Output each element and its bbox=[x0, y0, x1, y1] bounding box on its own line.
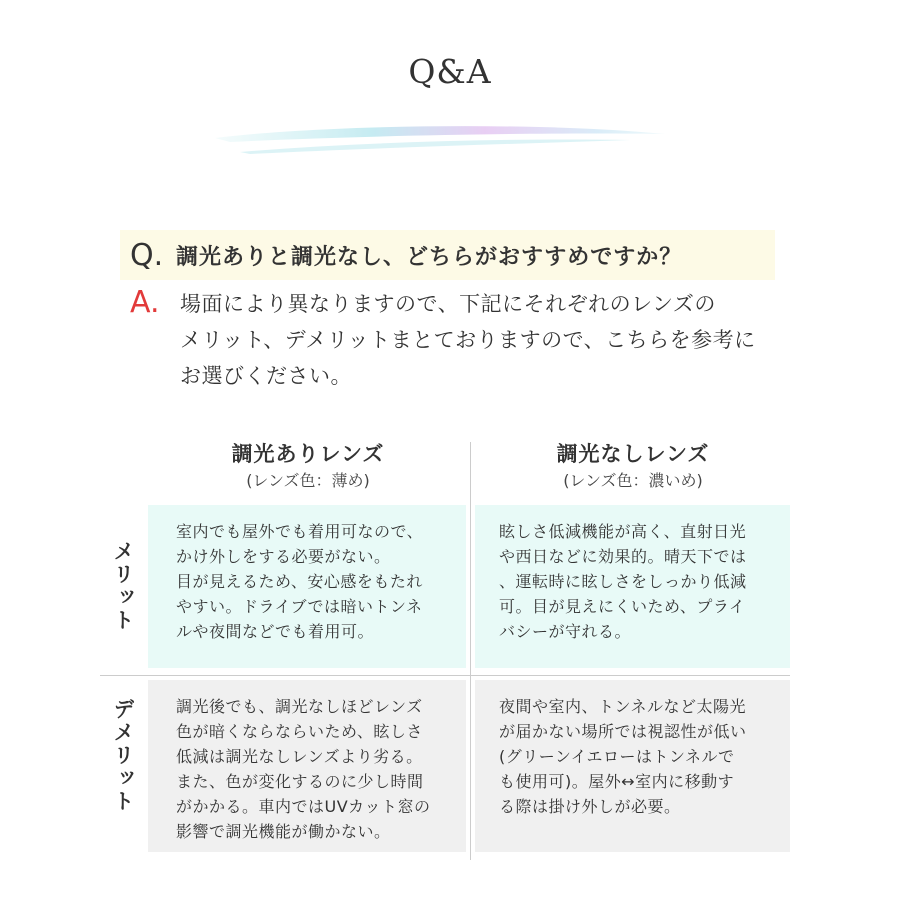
column-subtitle: (レンズ色：濃いめ) bbox=[563, 471, 703, 490]
column-subtitle: (レンズ色：薄め) bbox=[246, 471, 370, 490]
answer-line: 場面により異なりますので、下記にそれぞれのレンズの bbox=[180, 292, 716, 316]
comparison-table bbox=[100, 440, 790, 860]
row-label-demerit: デメリット bbox=[111, 698, 135, 813]
column-title: 調光なしレンズ bbox=[556, 442, 710, 466]
vertical-divider bbox=[470, 442, 471, 860]
cell-line: 目が見えるため、安心感をもたれ bbox=[176, 572, 423, 591]
answer-mark: A. bbox=[130, 285, 160, 320]
column-header-no-dimming bbox=[473, 440, 793, 494]
cell-line: ルや夜間などでも着用可。 bbox=[176, 622, 375, 641]
demerit-cell-no-dimming bbox=[475, 680, 790, 852]
cell-line: 、運転時に眩しさをしっかり低減 bbox=[499, 572, 747, 591]
column-header-dimming bbox=[148, 440, 468, 494]
cell-line: やすい。ドライブでは暗いトンネ bbox=[176, 597, 423, 616]
decorative-brush-stroke bbox=[210, 118, 670, 158]
answer-row bbox=[120, 286, 775, 394]
cell-line: 室内でも屋外でも着用可なので、 bbox=[176, 522, 424, 541]
cell-line: も使用可)。屋外↔室内に移動す bbox=[499, 772, 735, 791]
cell-line: 低減は調光なしレンズより劣る。 bbox=[176, 747, 423, 766]
cell-line: や西日などに効果的。晴天下では bbox=[499, 547, 747, 566]
cell-line: (グリーンイエローはトンネルで bbox=[499, 747, 735, 766]
row-label-merit: メリット bbox=[111, 540, 135, 632]
column-title: 調光ありレンズ bbox=[231, 442, 385, 466]
cell-line: 影響で調光機能が働かない。 bbox=[176, 822, 391, 841]
cell-line: 夜間や室内、トンネルなど太陽光 bbox=[499, 697, 747, 716]
cell-line: また、色が変化するのに少し時間 bbox=[176, 772, 424, 791]
cell-line: 眩しさ低減機能が高く、直射日光 bbox=[499, 522, 747, 541]
horizontal-divider bbox=[100, 675, 790, 676]
answer-text bbox=[180, 286, 756, 394]
demerit-cell-dimming bbox=[148, 680, 466, 852]
cell-line: かけ外しをする必要がない。 bbox=[176, 547, 391, 566]
cell-line: 調光後でも、調光なしほどレンズ bbox=[176, 697, 423, 716]
answer-line: お選びください。 bbox=[180, 364, 352, 388]
page-title: Q&A bbox=[408, 52, 492, 91]
question-text: 調光ありと調光なし、どちらがおすすめですか？ bbox=[176, 244, 683, 270]
answer-line: メリット、デメリットまとておりますので、こちらを参考に bbox=[180, 328, 756, 352]
merit-cell-no-dimming bbox=[475, 505, 790, 668]
cell-line: が届かない場所では視認性が低い bbox=[499, 722, 747, 741]
cell-line: る際は掛け外しが必要。 bbox=[499, 797, 681, 816]
cell-line: 色が暗くならならいため、眩しさ bbox=[176, 722, 423, 741]
cell-line: がかかる。車内ではUVカット窓の bbox=[176, 797, 431, 816]
merit-cell-dimming bbox=[148, 505, 466, 668]
qa-block bbox=[120, 230, 775, 394]
question-row bbox=[120, 230, 775, 280]
question-mark: Q. bbox=[130, 237, 164, 273]
cell-line: バシーが守れる。 bbox=[499, 622, 632, 641]
cell-line: 可。目が見えにくいため、プライ bbox=[499, 597, 746, 616]
